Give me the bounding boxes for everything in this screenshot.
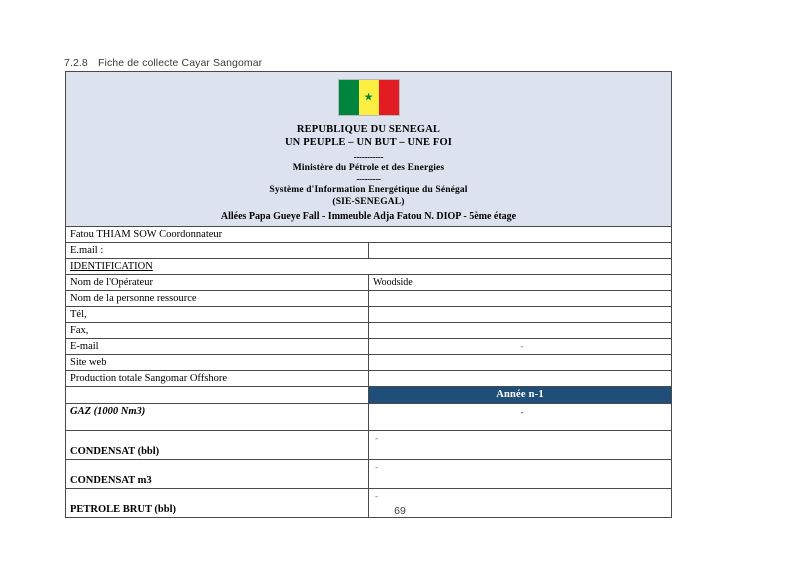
condensat-bbl-value-text: - [375,433,378,443]
table-row [66,339,672,355]
year-header-empty-cell [66,387,369,404]
section-heading [64,57,262,69]
condensat-m3-value[interactable] [369,460,672,489]
ministry-line: Ministère du Pétrole et des Energies [292,163,445,173]
identification-header: IDENTIFICATION [66,259,672,275]
email-value[interactable] [369,243,672,259]
gaz-value-text: - [520,407,524,417]
contact-label: Nom de la personne ressource [66,291,369,307]
operator-label: Nom de l'Opérateur [66,275,369,291]
contact-value[interactable] [369,291,672,307]
production-total-value[interactable] [369,371,672,387]
petrole-brut-label-text: PETROLE BRUT (bbl) [70,504,176,515]
table-row [66,371,672,387]
tel-value[interactable] [369,307,672,323]
section-title: Fiche de collecte Cayar Sangomar [98,57,263,69]
fax-label: Fax, [66,323,369,339]
condensat-bbl-value[interactable] [369,431,672,460]
flag-star-icon: ★ [363,91,374,103]
masthead-row [66,72,672,227]
table-row [66,291,672,307]
condensat-bbl-label [66,431,369,460]
year-header-label: Année n-1 [369,387,672,404]
tel-label: Tél, [66,307,369,323]
section-number: 7.2.8 [64,57,88,69]
condensat-m3-label-text: CONDENSAT m3 [70,475,152,486]
table-row [66,243,672,259]
mail-label: E-mail [66,339,369,355]
table-row [66,323,672,339]
flag-band-green [339,80,359,115]
email-label: E.mail : [66,243,369,259]
gaz-value[interactable] [369,404,672,431]
production-total-label: Production totale Sangomar Offshore [66,371,369,387]
acronym-line: (SIE-SENEGAL) [332,197,405,207]
operator-value[interactable]: Woodside [369,275,672,291]
flag-band-red [379,80,399,115]
table-row [66,404,672,431]
condensat-bbl-label-text: CONDENSAT (bbl) [70,446,160,457]
address-line: Allées Papa Gueye Fall - Immeuble Adja Fatou N. DIOP - 5ème étage [220,211,517,222]
table-row [66,431,672,460]
gaz-label [66,404,369,431]
page-number: 69 [394,505,406,517]
table-row [66,275,672,291]
condensat-m3-label [66,460,369,489]
petrole-brut-value-text: - [375,491,378,501]
year-header-row [66,387,672,404]
flag-band-yellow [359,80,379,115]
web-label: Site web [66,355,369,371]
fax-value[interactable] [369,323,672,339]
table-row [66,259,672,275]
gaz-label-text: GAZ (1000 Nm3) [70,406,146,417]
motto-line: UN PEUPLE – UN BUT – UNE FOI [284,137,453,148]
coordinator-cell: Fatou THIAM SOW Coordonnateur [66,227,672,243]
senegal-flag-icon [338,79,400,116]
table-row [66,227,672,243]
web-value[interactable] [369,355,672,371]
fiche-collecte-table [65,71,672,518]
system-line: Système d'Information Energétique du Sénégal [269,185,468,195]
table-row [66,355,672,371]
mail-value[interactable]: - [369,339,672,355]
masthead-cell [66,72,672,227]
republic-line: REPUBLIQUE DU SENEGAL [296,124,441,135]
table-row [66,460,672,489]
table-row [66,307,672,323]
condensat-m3-value-text: - [375,462,378,472]
separator-dashes-2: --------- [356,174,381,184]
separator-dashes-1: ----------- [353,152,384,162]
